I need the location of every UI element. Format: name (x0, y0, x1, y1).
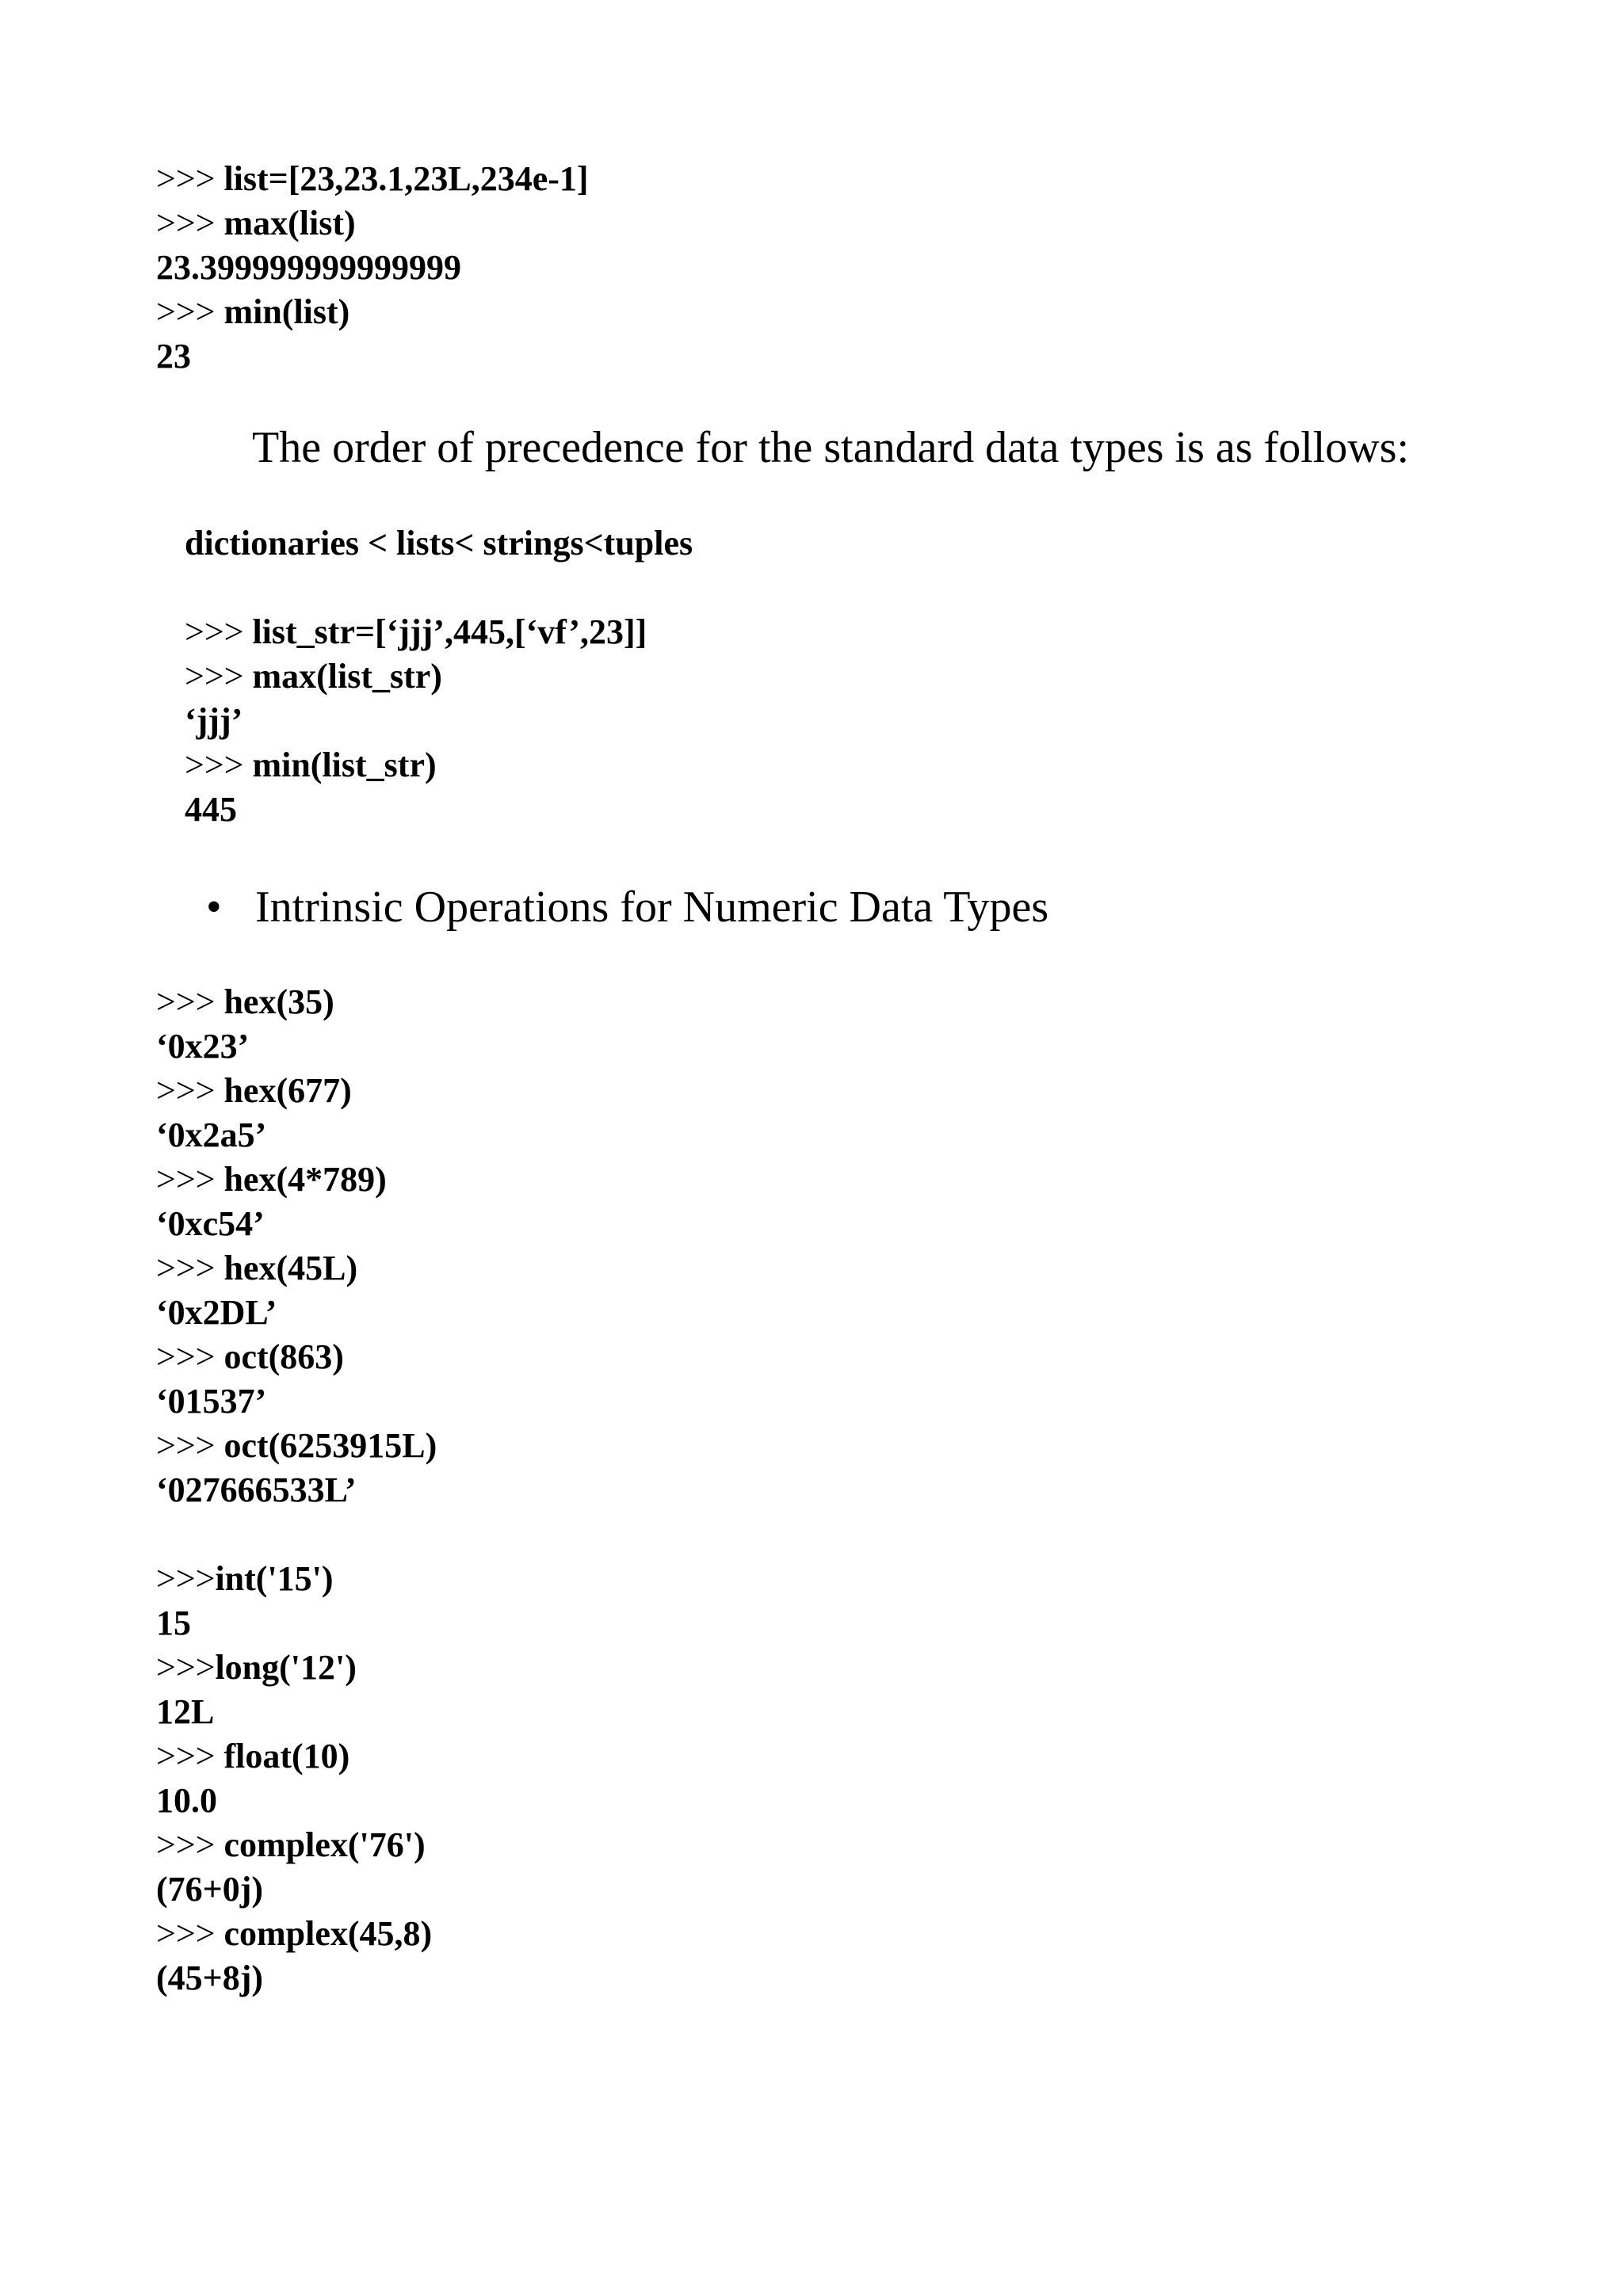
bullet-item (206, 879, 1048, 935)
prompt-marker: >>> (156, 1160, 224, 1199)
code-text: list_str=[‘jjj’,445,[‘vf’,23]] (252, 612, 647, 651)
prompt-marker: >>> (156, 1559, 216, 1598)
code-text: 12L (156, 1692, 215, 1731)
code-line (156, 1557, 432, 1601)
code-line (156, 334, 589, 379)
code-block-hex-oct (156, 980, 437, 1512)
code-text: complex('76') (223, 1825, 426, 1864)
code-text: ‘jjj’ (185, 701, 243, 740)
code-line (156, 290, 589, 334)
code-text: float(10) (223, 1737, 350, 1775)
code-line (156, 1734, 432, 1779)
code-line (156, 1424, 437, 1468)
code-line (156, 1158, 437, 1202)
precedence-order-line (185, 521, 693, 566)
code-line (156, 1468, 437, 1512)
code-text: ‘01537’ (156, 1382, 267, 1421)
code-line (185, 788, 647, 832)
prompt-marker: >>> (156, 159, 224, 198)
code-block-list-str (185, 610, 647, 832)
code-line (156, 1291, 437, 1335)
code-line (156, 1202, 437, 1246)
code-line (185, 654, 647, 699)
code-text: (76+0j) (156, 1870, 264, 1909)
code-block-max-min (156, 157, 589, 379)
code-text: int('15') (215, 1559, 334, 1598)
code-text: 23 (156, 337, 191, 376)
code-text: 10.0 (156, 1781, 217, 1820)
prompt-marker: >>> (156, 1249, 224, 1287)
code-line (156, 1246, 437, 1291)
code-line (156, 1867, 432, 1912)
code-line (156, 1823, 432, 1867)
code-line (185, 743, 647, 788)
code-line (156, 1601, 432, 1646)
bullet-text: Intrinsic Operations for Numeric Data Types (255, 883, 1049, 932)
prompt-marker: >>> (156, 292, 224, 331)
code-text: complex(45,8) (223, 1914, 433, 1953)
code-text: long('12') (215, 1648, 357, 1687)
code-line (156, 157, 589, 201)
prompt-marker: >>> (156, 1737, 224, 1775)
code-text: hex(45L) (223, 1249, 358, 1287)
code-line (185, 610, 647, 654)
prompt-marker: >>> (185, 612, 253, 651)
code-line (156, 1335, 437, 1379)
code-text: ‘0x2DL’ (156, 1293, 277, 1332)
code-line (156, 201, 589, 246)
precedence-paragraph: The order of precedence for the standard data types is as follows: (252, 423, 1410, 472)
code-text: ‘0x23’ (156, 1027, 250, 1066)
code-text: list=[23,23.1,23L,234e-1] (223, 159, 589, 198)
prompt-marker: >>> (156, 1648, 216, 1687)
code-text: (45+8j) (156, 1958, 264, 1997)
code-line (156, 1069, 437, 1113)
prompt-marker: >>> (156, 1337, 224, 1376)
code-text: oct(863) (223, 1337, 344, 1376)
code-text: 15 (156, 1604, 191, 1642)
code-line (156, 1956, 432, 2000)
code-line (156, 980, 437, 1024)
code-line (156, 1912, 432, 1956)
prompt-marker: >>> (156, 1426, 224, 1465)
code-block-conversions (156, 1557, 432, 2000)
code-line (156, 246, 589, 290)
code-text: ‘027666533L’ (156, 1470, 357, 1509)
code-text: oct(6253915L) (223, 1426, 437, 1465)
code-line (156, 1690, 432, 1734)
precedence-order-text: dictionaries < lists< strings<tuples (185, 524, 693, 563)
code-text: max(list) (223, 204, 356, 242)
bullet-icon: • (206, 883, 222, 932)
code-line (185, 699, 647, 743)
prompt-marker: >>> (156, 1914, 224, 1953)
code-text: ‘0xc54’ (156, 1204, 265, 1243)
code-text: min(list_str) (252, 746, 437, 784)
code-line (156, 1113, 437, 1158)
prompt-marker: >>> (156, 1071, 224, 1110)
prompt-marker: >>> (185, 746, 253, 784)
code-text: hex(4*789) (223, 1160, 387, 1199)
code-line (156, 1646, 432, 1690)
prompt-marker: >>> (156, 982, 224, 1021)
code-line (156, 1379, 437, 1424)
code-text: hex(35) (223, 982, 334, 1021)
code-text: 23.399999999999999 (156, 248, 461, 287)
code-text: max(list_str) (252, 657, 442, 696)
code-line (156, 1779, 432, 1823)
code-text: ‘0x2a5’ (156, 1116, 267, 1154)
prompt-marker: >>> (185, 657, 253, 696)
code-line (156, 1024, 437, 1069)
prompt-marker: >>> (156, 1825, 224, 1864)
code-text: hex(677) (223, 1071, 352, 1110)
code-text: min(list) (223, 292, 350, 331)
prompt-marker: >>> (156, 204, 224, 242)
code-text: 445 (185, 790, 237, 829)
